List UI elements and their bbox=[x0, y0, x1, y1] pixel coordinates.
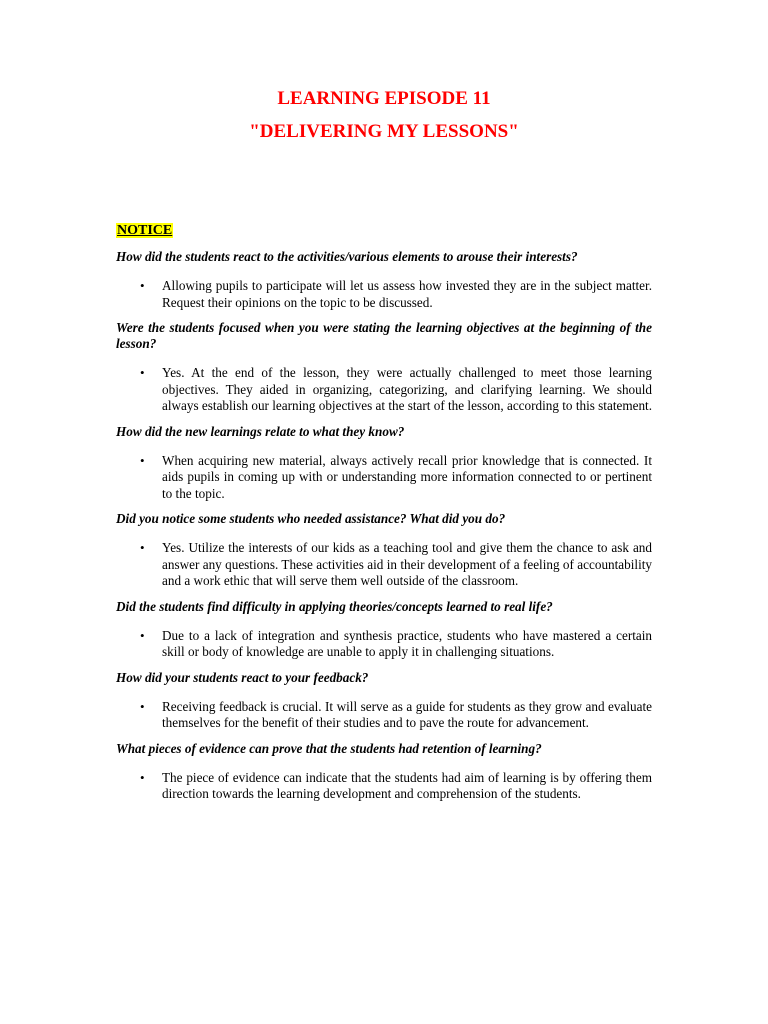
question-text: How did the new learnings relate to what they know? bbox=[116, 423, 405, 439]
question-text: How did the students react to the activities/various elements to arouse their interests? bbox=[116, 249, 578, 264]
qa-list bbox=[116, 249, 652, 803]
bullet-icon: • bbox=[140, 698, 145, 714]
answer-text: When acquiring new material, always actively recall prior knowledge that is connected. It aids pupils in coming up with or understanding more information connected to or pertinent to the topic. bbox=[162, 452, 652, 501]
answer-item bbox=[116, 365, 652, 415]
answer-item bbox=[116, 770, 652, 803]
question-text: How did your students react to your feedback? bbox=[116, 669, 369, 685]
answer-text: The piece of evidence can indicate that the students had aim of learning is by offering them direction towards the learning development and comprehension of the students. bbox=[162, 769, 652, 801]
bullet-icon: • bbox=[140, 365, 145, 380]
qa-item bbox=[116, 424, 652, 503]
answer-text: Yes. At the end of the lesson, they were actually challenged to meet those learning objectives. They aided in organizing, categorizing, and clarifying learning. We should always establish our learning objectives at the start of the lesson, according to this statement. bbox=[162, 365, 653, 413]
question-text: Were the students focused when you were stating the learning objectives at the beginning of the lesson? bbox=[116, 320, 652, 351]
question-text: Did you notice some students who needed assistance? What did you do? bbox=[116, 511, 506, 526]
section-heading-label: NOTICE bbox=[117, 223, 173, 238]
answer-item bbox=[116, 699, 652, 732]
answer-item bbox=[116, 278, 652, 311]
answer-item bbox=[116, 453, 652, 503]
bullet-icon: • bbox=[140, 278, 145, 293]
document-subtitle: "DELIVERING MY LESSONS" bbox=[249, 121, 519, 142]
answer-text: Receiving feedback is crucial. It will serve as a guide for students as they grow and evaluate themselves for the benefit of their studies and to pave the route for advancement. bbox=[162, 698, 652, 730]
qa-item bbox=[116, 320, 652, 415]
qa-item bbox=[116, 249, 652, 311]
section-heading-notice bbox=[116, 221, 652, 240]
question-text: Did the students find difficulty in applying theories/concepts learned to real life? bbox=[116, 598, 553, 614]
bullet-icon: • bbox=[140, 769, 145, 785]
bullet-icon: • bbox=[140, 627, 145, 643]
qa-item bbox=[116, 511, 652, 590]
bullet-icon: • bbox=[140, 452, 145, 468]
answer-text: Allowing pupils to participate will let us assess how invested they are in the subject matter. Request their opinions on the topic to be discussed. bbox=[162, 278, 652, 310]
document-title: LEARNING EPISODE 11 bbox=[277, 88, 491, 109]
answer-text: Due to a lack of integration and synthesis practice, students who have mastered a certain skill or body of knowledge are unable to apply it in challenging situations. bbox=[162, 627, 652, 659]
qa-item bbox=[116, 670, 652, 732]
qa-item bbox=[116, 599, 652, 661]
answer-item bbox=[116, 628, 652, 661]
question-text: What pieces of evidence can prove that the students had retention of learning? bbox=[116, 740, 542, 756]
answer-item bbox=[116, 540, 652, 590]
answer-text: Yes. Utilize the interests of our kids as a teaching tool and give them the chance to ask and answer any questions. These activities aid in their development of a feeling of accountability and a work ethic that will serve them well outside of the classroom. bbox=[162, 540, 652, 588]
document-page bbox=[116, 88, 652, 803]
bullet-icon: • bbox=[140, 540, 145, 555]
qa-item bbox=[116, 741, 652, 803]
